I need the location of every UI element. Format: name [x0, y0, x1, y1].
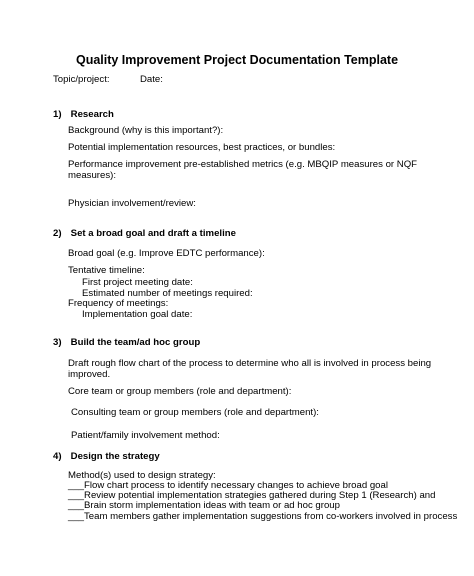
- section-1-line: Performance improvement pre-established metrics (e.g. MBQIP measures or NQF: [68, 159, 418, 170]
- section-4-number: 4): [53, 451, 62, 462]
- section-2-line: Broad goal (e.g. Improve EDTC performance):: [68, 248, 265, 259]
- section-2-line: Estimated number of meetings required:: [82, 288, 253, 299]
- section-3-line: Draft rough flow chart of the process to determine who all is involved in process being: [68, 358, 432, 369]
- section-4-line: Method(s) used to design strategy:: [68, 470, 216, 481]
- section-3-title: Build the team/ad hoc group: [70, 337, 201, 348]
- section-1-line: Potential implementation resources, best practices, or bundles:: [68, 142, 336, 153]
- section-1-line: Physician involvement/review:: [68, 198, 196, 209]
- checklist-item: ___Flow chart process to identify necessary changes to achieve broad goal: [68, 480, 388, 491]
- checklist-item-label: Review potential implementation strategies gathered during Step 1 (Research) and: [84, 490, 436, 501]
- section-3-line: improved.: [68, 369, 111, 380]
- section-3-heading: [53, 337, 200, 348]
- section-3-number: 3): [53, 337, 62, 348]
- section-3-line: Core team or group members (role and department):: [68, 386, 292, 397]
- section-1-line: Background (why is this important?):: [68, 125, 224, 136]
- section-2-line: Tentative timeline:: [68, 265, 145, 276]
- document-title: Quality Improvement Project Documentation Template: [75, 53, 399, 67]
- checklist-item: ___Brain storm implementation ideas with team or ad hoc group: [68, 500, 340, 511]
- section-2-line: Implementation goal date:: [82, 309, 193, 320]
- section-2-title: Set a broad goal and draft a timeline: [70, 228, 236, 239]
- section-3-line: Patient/family involvement method:: [71, 430, 220, 441]
- section-4-heading: [53, 451, 160, 462]
- checklist-item: ___Team members gather implementation suggestions from co-workers involved in process: [68, 511, 458, 522]
- date-label: Date:: [140, 74, 163, 85]
- checklist-item-label: Flow chart process to identify necessary changes to achieve broad goal: [84, 480, 388, 491]
- section-4-title: Design the strategy: [70, 451, 160, 462]
- section-3-line: Consulting team or group members (role and department):: [71, 407, 319, 418]
- section-1-number: 1): [53, 109, 62, 120]
- checklist-item-label: Team members gather implementation suggestions from co-workers involved in process: [84, 511, 458, 522]
- section-2-line: Frequency of meetings:: [68, 298, 169, 309]
- section-1-title: Research: [70, 109, 114, 120]
- checklist-item-label: Brain storm implementation ideas with team or ad hoc group: [84, 500, 340, 511]
- section-2-number: 2): [53, 228, 62, 239]
- checklist-item: ___Review potential implementation strategies gathered during Step 1 (Research) and: [68, 490, 436, 501]
- topic-label: Topic/project:: [53, 74, 110, 85]
- section-1-line: measures):: [68, 170, 116, 181]
- section-2-heading: [53, 228, 236, 239]
- section-1-heading: [53, 109, 114, 120]
- section-2-line: First project meeting date:: [82, 277, 193, 288]
